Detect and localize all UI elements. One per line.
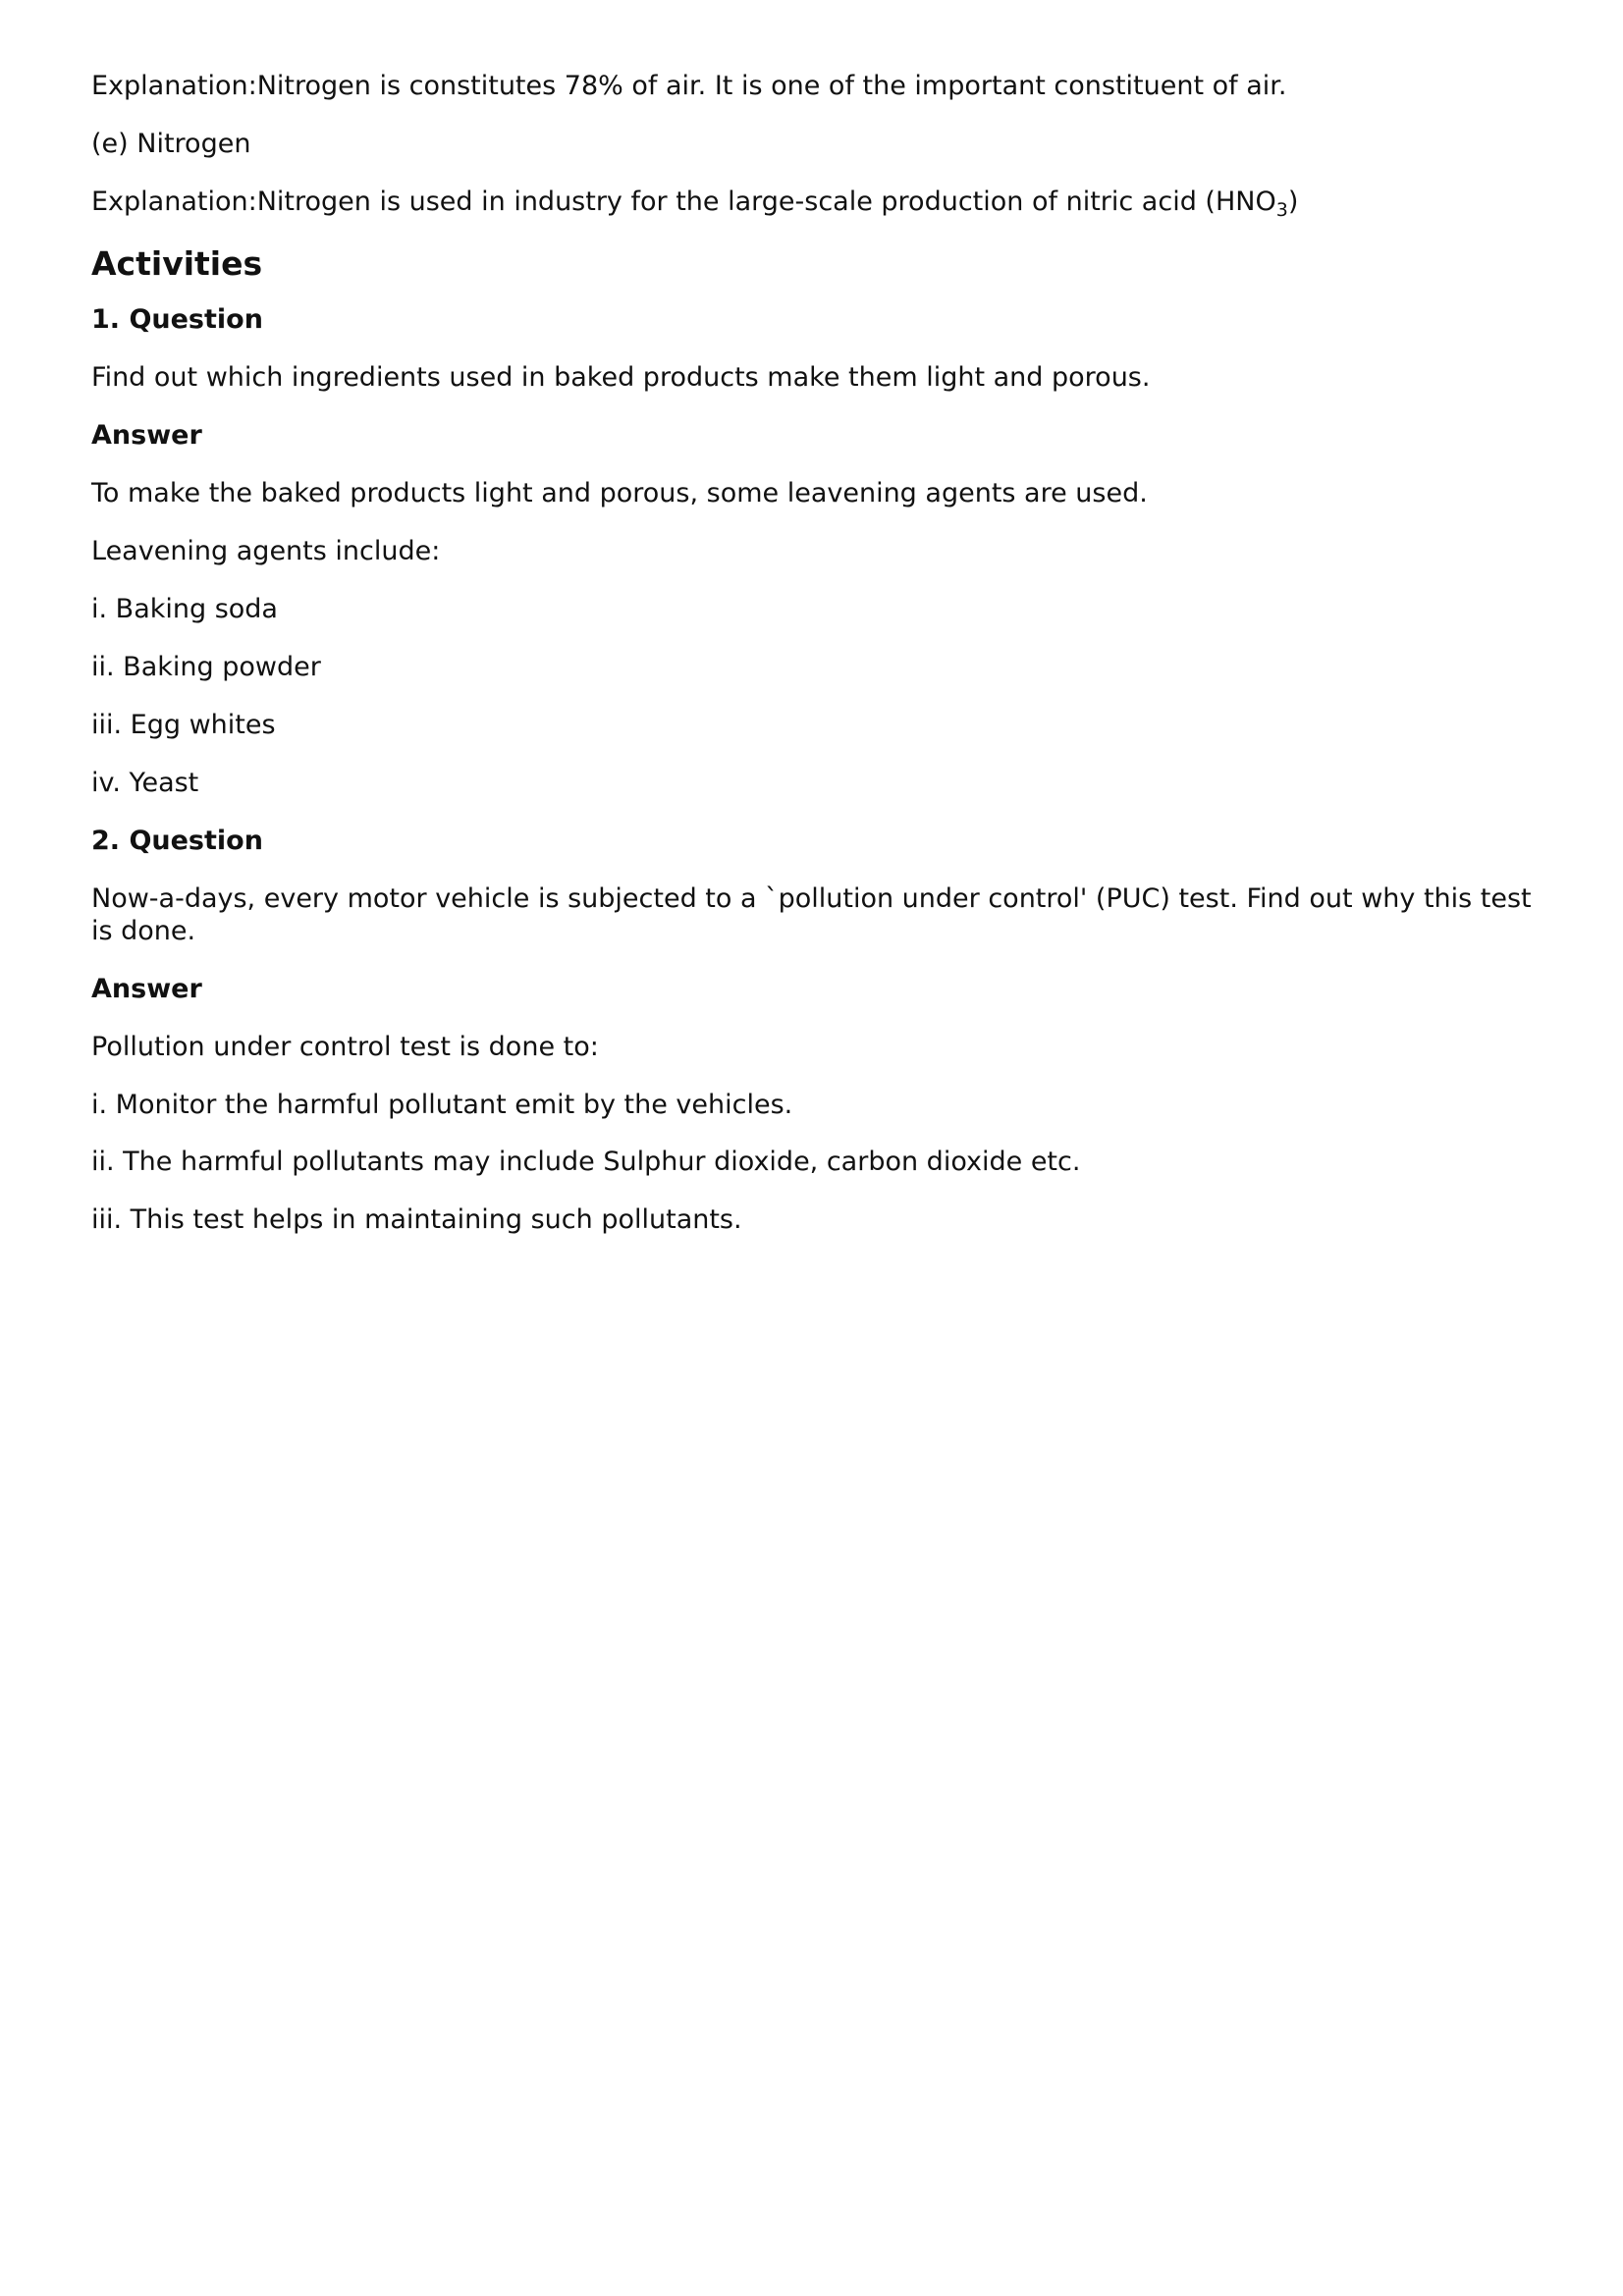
list-item: i. Monitor the harmful pollutant emit by the vehicles. xyxy=(91,1089,793,1120)
answer-1-label: Answer xyxy=(91,420,202,452)
question-2-title: 2. Question xyxy=(91,825,263,856)
list-item: iv. Yeast xyxy=(91,767,199,798)
subscript-3: 3 xyxy=(1275,198,1288,221)
list-item: iii. This test helps in maintaining such pollutants. xyxy=(91,1204,742,1236)
answer-2-intro: Pollution under control test is done to: xyxy=(91,1031,599,1062)
page-content xyxy=(91,71,1544,1262)
explanation-nitrogen-composition: Explanation:Nitrogen is constitutes 78% of air. It is one of the important constituent of air. xyxy=(91,71,1287,101)
question-1-title: 1. Question xyxy=(91,304,263,336)
question-2-text: Now-a-days, every motor vehicle is subjected to a `pollution under control' (PUC) test. Find out why this test is done. xyxy=(91,882,1532,946)
list-item: ii. The harmful pollutants may include Sulphur dioxide, carbon dioxide etc. xyxy=(91,1147,1081,1178)
explanation-nitric-acid xyxy=(91,187,1544,219)
list-item: i. Baking soda xyxy=(91,594,278,625)
answer-1-intro: To make the baked products light and porous, some leavening agents are used. xyxy=(91,478,1148,509)
list-item: ii. Baking powder xyxy=(91,652,321,683)
activities-heading: Activities xyxy=(91,243,263,283)
closing-paren: ) xyxy=(1287,186,1299,217)
question-1-text: Find out which ingredients used in baked products make them light and porous. xyxy=(91,362,1151,394)
answer-1-list-intro: Leavening agents include: xyxy=(91,536,441,567)
list-item: iii. Egg whites xyxy=(91,709,276,740)
answer-2-label: Answer xyxy=(91,973,202,1004)
explanation-nitric-acid-text: Explanation:Nitrogen is used in industry for the large-scale production of nitric acid (HNO xyxy=(91,186,1276,217)
option-e: (e) Nitrogen xyxy=(91,128,251,159)
